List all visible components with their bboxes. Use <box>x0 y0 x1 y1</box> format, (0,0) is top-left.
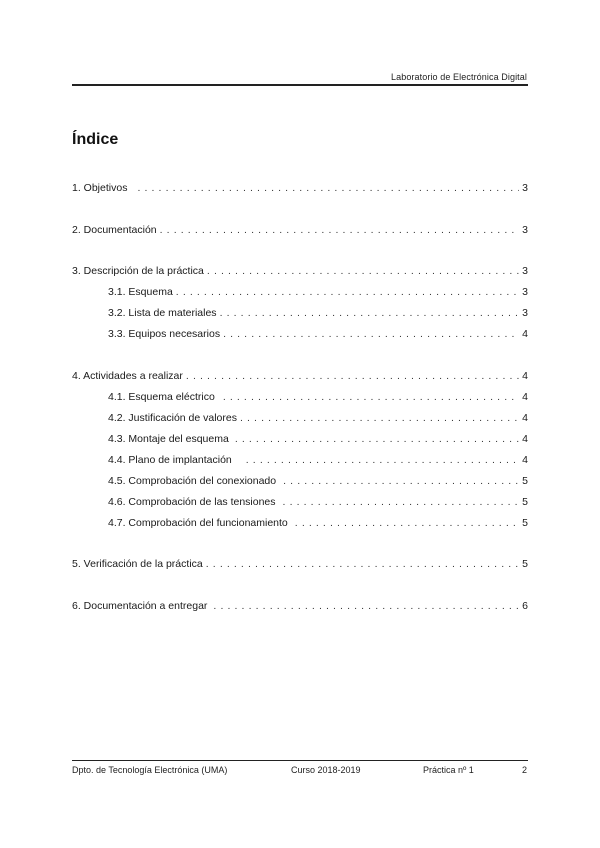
toc-entry-page: 5 <box>522 496 528 508</box>
footer-practice: Práctica nº 1 <box>423 765 474 775</box>
toc-entry-page: 3 <box>522 265 528 277</box>
toc-entry-page: 4 <box>522 370 528 382</box>
toc-leader-dots <box>235 432 519 446</box>
toc-entry-label: 1. Objetivos <box>72 182 128 194</box>
toc-entry-label: 6. Documentación a entregar <box>72 600 208 612</box>
toc-leader-dots <box>223 327 519 341</box>
toc-entry-page: 6 <box>522 600 528 612</box>
toc-entry-label: 4.7. Comprobación del funcionamiento <box>108 517 288 529</box>
toc-entry-esquema[interactable] <box>108 285 528 299</box>
toc-entry-page: 4 <box>522 391 528 403</box>
footer-rule <box>72 760 528 761</box>
toc-entry-page: 4 <box>522 328 528 340</box>
toc-entry-plano[interactable] <box>108 453 528 467</box>
toc-leader-dots <box>283 474 519 488</box>
toc-entry-funcionamiento[interactable] <box>108 516 528 530</box>
toc-leader-dots <box>186 369 519 383</box>
toc-entry-documentacion[interactable] <box>72 223 528 237</box>
toc-entry-page: 5 <box>522 558 528 570</box>
table-of-contents <box>72 0 528 848</box>
toc-leader-dots <box>137 181 519 195</box>
toc-entry-esquema-electrico[interactable] <box>108 390 528 404</box>
toc-entry-actividades[interactable] <box>72 369 528 383</box>
toc-entry-label: 4.3. Montaje del esquema <box>108 433 229 445</box>
toc-entry-label: 3.1. Esquema <box>108 286 173 298</box>
toc-entry-label: 4.4. Plano de implantación <box>108 454 232 466</box>
toc-leader-dots <box>240 411 519 425</box>
toc-entry-label: 3.2. Lista de materiales <box>108 307 217 319</box>
toc-leader-dots <box>223 390 519 404</box>
toc-entry-documentacion-entregar[interactable] <box>72 599 528 613</box>
toc-entry-page: 5 <box>522 475 528 487</box>
toc-entry-objetivos[interactable] <box>72 181 528 195</box>
toc-entry-justificacion[interactable] <box>108 411 528 425</box>
toc-entry-page: 4 <box>522 433 528 445</box>
toc-entry-label: 4.2. Justificación de valores <box>108 412 237 424</box>
toc-entry-equipos[interactable] <box>108 327 528 341</box>
toc-entry-label: 5. Verificación de la práctica <box>72 558 203 570</box>
toc-entry-page: 3 <box>522 286 528 298</box>
header-title: Laboratorio de Electrónica Digital <box>391 72 527 82</box>
toc-leader-dots <box>176 285 519 299</box>
toc-entry-label: 3.3. Equipos necesarios <box>108 328 221 340</box>
toc-entry-page: 5 <box>522 517 528 529</box>
toc-leader-dots <box>207 264 519 278</box>
footer-page-number: 2 <box>521 765 527 775</box>
toc-entry-lista-materiales[interactable] <box>108 306 528 320</box>
toc-entry-page: 4 <box>522 454 528 466</box>
toc-entry-descripcion[interactable] <box>72 264 528 278</box>
toc-leader-dots <box>246 453 519 467</box>
toc-entry-conexionado[interactable] <box>108 474 528 488</box>
toc-entry-verificacion[interactable] <box>72 557 528 571</box>
toc-entry-page: 3 <box>522 224 528 236</box>
toc-leader-dots <box>220 306 520 320</box>
toc-entry-label: 4. Actividades a realizar <box>72 370 183 382</box>
page-title: Índice <box>72 131 119 148</box>
toc-leader-dots <box>160 223 520 237</box>
footer-department: Dpto. de Tecnología Electrónica (UMA) <box>72 765 228 775</box>
toc-leader-dots <box>295 516 519 530</box>
toc-entry-label: 4.1. Esquema eléctrico <box>108 391 215 403</box>
footer-course: Curso 2018-2019 <box>291 765 361 775</box>
toc-entry-tensiones[interactable] <box>108 495 528 509</box>
toc-entry-page: 3 <box>522 182 528 194</box>
toc-leader-dots <box>283 495 520 509</box>
toc-entry-montaje[interactable] <box>108 432 528 446</box>
toc-entry-page: 4 <box>522 412 528 424</box>
toc-entry-label: 2. Documentación <box>72 224 157 236</box>
toc-entry-label: 4.6. Comprobación de las tensiones <box>108 496 276 508</box>
toc-entry-label: 3. Descripción de la práctica <box>72 265 204 277</box>
toc-entry-page: 3 <box>522 307 528 319</box>
toc-leader-dots <box>206 557 519 571</box>
toc-leader-dots <box>213 599 519 613</box>
toc-entry-label: 4.5. Comprobación del conexionado <box>108 475 277 487</box>
